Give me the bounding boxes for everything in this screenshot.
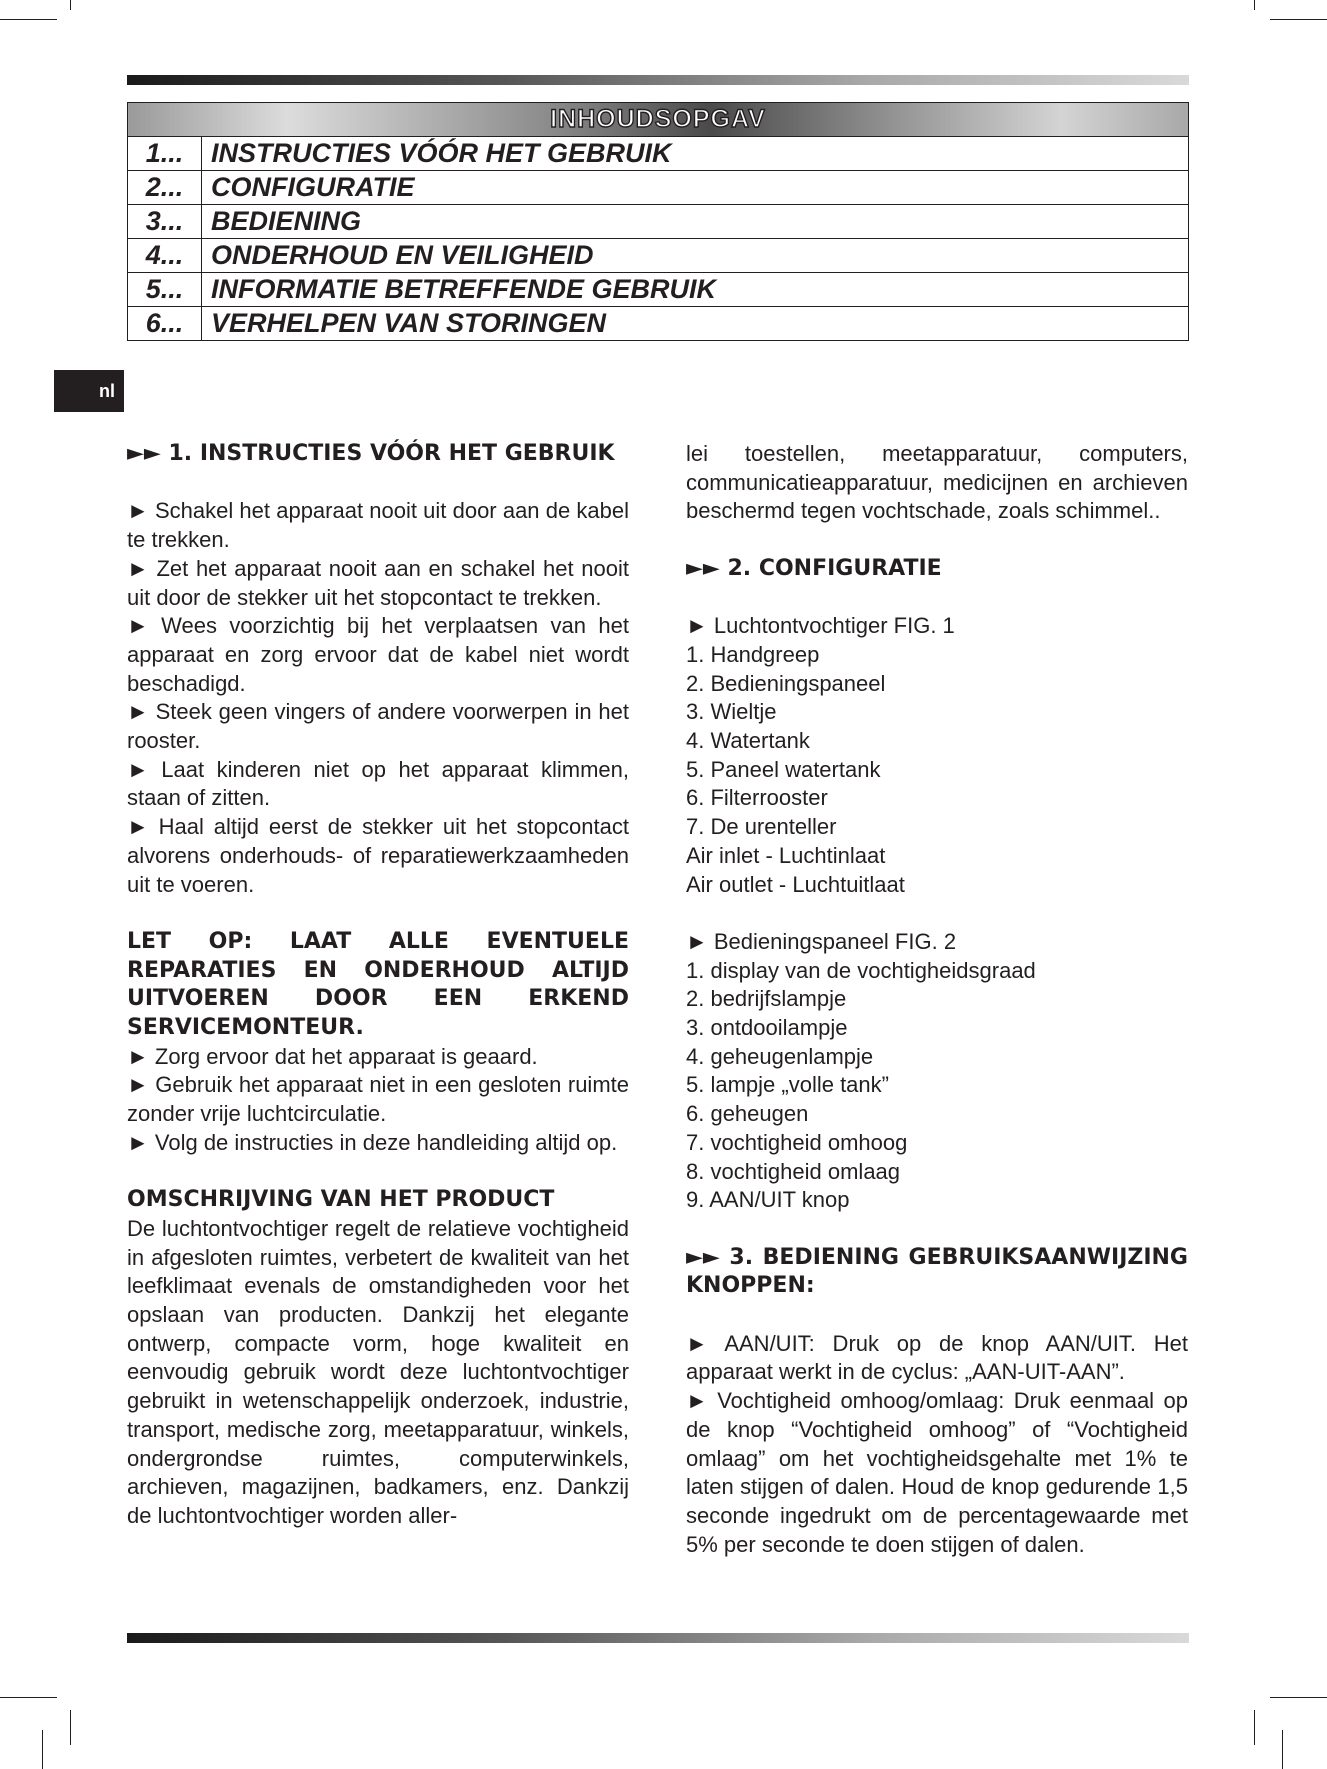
list-item: Air inlet - Luchtinlaat <box>686 842 886 868</box>
crop-mark <box>1270 1697 1327 1698</box>
list-item: 5. Paneel watertank <box>686 756 881 782</box>
crop-mark <box>1282 1730 1283 1769</box>
toc-entry: INFORMATIE BETREFFENDE GEBRUIK <box>202 273 1189 307</box>
toc-entry: BEDIENING <box>202 205 1189 239</box>
list-item: 1. display van de vochtigheidsgraad <box>686 957 1036 983</box>
bullet: ► Schakel het apparaat nooit uit door aan de kabel te trekken. <box>127 498 629 553</box>
list-item: 9. AAN/UIT knop <box>686 1187 850 1213</box>
bullet: ► Zet het apparaat nooit aan en schakel het nooit uit door de stekker uit het stopcontact te trekken. <box>127 555 629 610</box>
list-item: 7. De urenteller <box>686 814 837 840</box>
crop-mark <box>70 1710 71 1745</box>
top-gradient-bar <box>127 75 1189 85</box>
language-tab: nl <box>54 370 124 412</box>
toc-row <box>128 137 1189 171</box>
product-description: De luchtontvochtiger regelt de relatieve vochtigheid in afgesloten ruimtes, verbetert de kwaliteit van het leefklimaat evenals de omstandigheden voor het opslaan van producten. Dankzij het elegante ontwerp, compacte vorm, hoge kwaliteit en eenvoudig gebruik wordt deze luchtontvochtiger gebruikt in wetenschappelijk onderzoek, industrie, transport, medische zorg, meetapparatuur, winkels, ondergrondse ruimtes, computerwinkels, archieven, magazijnen, badkamers, enz. Dankzij de luchtontvochtiger worden aller- <box>127 1215 629 1528</box>
toc-number: 6... <box>128 307 202 341</box>
toc-entry: VERHELPEN VAN STORINGEN <box>202 307 1189 341</box>
warning-text: LET OP: LAAT ALLE EVENTUELE REPARATIES EN ONDERHOUD ALTIJD UITVOEREN DOOR EEN ERKEND SERVICEMONTEUR. <box>127 928 629 1041</box>
list-item: 3. ontdooilampje <box>686 1015 848 1041</box>
bullet: ► Zorg ervoor dat het apparaat is geaard. <box>127 1043 538 1069</box>
list-item: 3. Wieltje <box>686 699 777 725</box>
list-item: 5. lampje „volle tank” <box>686 1072 889 1098</box>
crop-mark <box>0 1697 57 1698</box>
crop-mark <box>1254 0 1255 10</box>
list-item: 4. Watertank <box>686 728 810 753</box>
list-item: 6. Filterrooster <box>686 785 828 811</box>
toc-entry: CONFIGURATIE <box>202 171 1189 205</box>
table-of-contents <box>127 102 1189 341</box>
list-item: 1. Handgreep <box>686 641 820 667</box>
toc-number: 1... <box>128 137 202 171</box>
crop-mark <box>1270 19 1327 20</box>
toc-row <box>128 171 1189 205</box>
bullet: ► Vochtigheid omhoog/omlaag: Druk eenmaal op de knop “Vochtigheid omhoog” of “Vochtigheid omlaag” om het vochtigheidsgehalte met 1% te laten stijgen of dalen. Houd de knop gedurende 1,5 seconde ingedrukt om de percentagewaarde met 5% per seconde te doen stijgen of dalen. <box>686 1388 1188 1557</box>
continued-text: lei toestellen, meetapparatuur, computers, communicatieapparatuur, medicijnen en archieven beschermd tegen vochtschade, zoals schimmel.. <box>686 441 1188 524</box>
list-item: 2. Bedieningspaneel <box>686 670 886 696</box>
bottom-gradient-bar <box>127 1633 1189 1643</box>
bullet: ► Haal altijd eerst de stekker uit het stopcontact alvorens onderhouds- of reparatiewerkzaamheden uit te voeren. <box>127 814 629 897</box>
list-item: 6. geheugen <box>686 1101 809 1127</box>
crop-mark <box>1254 1710 1255 1745</box>
bullet: ► Volg de instructies in deze handleiding altijd op. <box>127 1129 618 1155</box>
left-column <box>127 440 629 1531</box>
toc-number: 2... <box>128 171 202 205</box>
toc-entry: INSTRUCTIES VÓÓR HET GEBRUIK <box>202 137 1189 171</box>
bullet: ► Wees voorzichtig bij het verplaatsen van het apparaat en zorg ervoor dat de kabel niet wordt beschadigd. <box>127 613 629 696</box>
section-3-heading: ►► 3. BEDIENING GEBRUIKSAANWIJZING KNOPPEN: <box>686 1244 1188 1299</box>
toc-number: 4... <box>128 239 202 273</box>
list-item: 4. geheugenlampje <box>686 1043 874 1069</box>
product-heading: OMSCHRIJVING VAN HET PRODUCT <box>127 1187 555 1213</box>
right-column <box>686 440 1188 1559</box>
section-1-heading: ►► 1. INSTRUCTIES VÓÓR HET GEBRUIK <box>127 441 615 466</box>
toc-number: 5... <box>128 273 202 307</box>
list-item: 8. vochtigheid omlaag <box>686 1158 901 1184</box>
toc-row <box>128 205 1189 239</box>
section-2-heading: ►► 2. CONFIGURATIE <box>686 555 942 581</box>
toc-row <box>128 307 1189 341</box>
crop-mark <box>0 19 57 20</box>
bullet: ► AAN/UIT: Druk op de knop AAN/UIT. Het apparaat werkt in de cyclus: „AAN-UIT-AAN”. <box>686 1330 1188 1385</box>
toc-number: 3... <box>128 205 202 239</box>
list-item: 2. bedrijfslampje <box>686 986 847 1012</box>
toc-row <box>128 239 1189 273</box>
toc-title: INHOUDSOPGAV <box>128 103 1189 137</box>
fig1-title: ► Luchtontvochtiger FIG. 1 <box>686 613 955 639</box>
crop-mark <box>70 0 71 10</box>
fig2-title: ► Bedieningspaneel FIG. 2 <box>686 928 957 954</box>
crop-mark <box>42 1730 43 1769</box>
list-item: 7. vochtigheid omhoog <box>686 1129 908 1155</box>
toc-row <box>128 273 1189 307</box>
bullet: ► Laat kinderen niet op het apparaat klimmen, staan of zitten. <box>127 756 629 811</box>
list-item: Air outlet - Luchtuitlaat <box>686 871 905 897</box>
bullet: ► Gebruik het apparaat niet in een gesloten ruimte zonder vrije luchtcirculatie. <box>127 1072 629 1127</box>
bullet: ► Steek geen vingers of andere voorwerpen in het rooster. <box>127 699 629 754</box>
toc-entry: ONDERHOUD EN VEILIGHEID <box>202 239 1189 273</box>
